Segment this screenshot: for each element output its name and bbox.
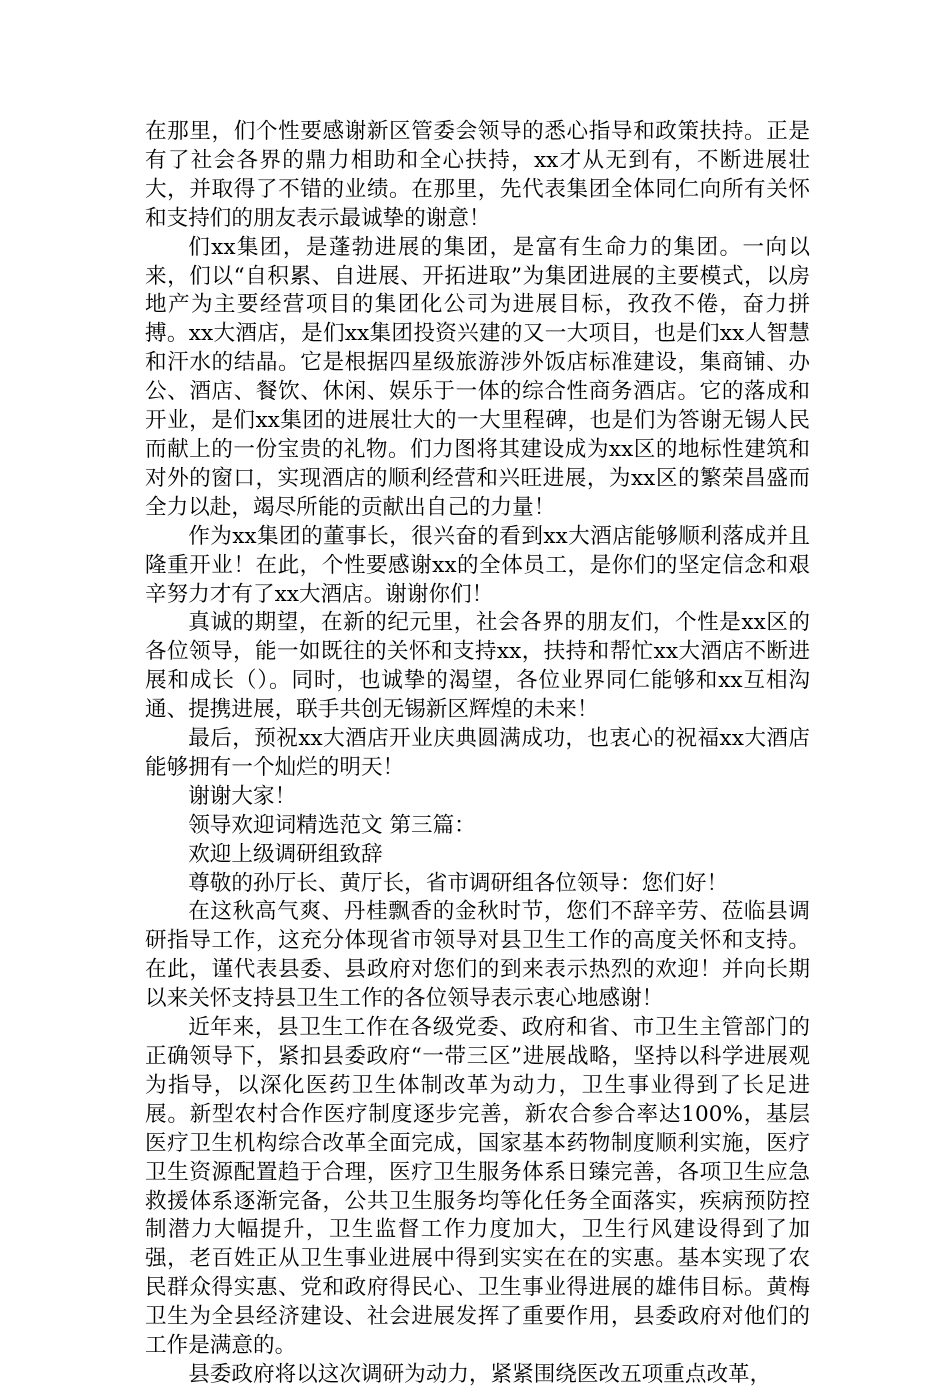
paragraph-thanks-committee: 在那里，们个性要感谢新区管委会领导的悉心指导和政策扶持。正是有了社会各界的鼎力相助和全心扶持，xx才从无到有，不断进展壮大，并取得了不错的业绩。在那里，先代表集团全体同仁向所有关怀和支持们的朋友表示最诚挚的谢意！ [145, 119, 810, 231]
paragraph-chairman: 作为xx集团的董事长，很兴奋的看到xx大酒店能够顺利落成并且隆重开业！在此，个性要感谢xx的全体员工，是你们的坚定信念和艰辛努力才有了xx大酒店。谢谢你们！ [145, 523, 810, 607]
paragraph-thank-all: 谢谢大家！ [188, 783, 297, 809]
paragraph-expectation: 真诚的期望，在新的纪元里，社会各界的朋友们，个性是xx区的各位领导，能一如既往的关怀和支持xx，扶持和帮忙xx大酒店不断进展和成长（）。同时，也诚挚的渴望，各位业界同仁能够和xx互相沟通、提携进展，联手共创无锡新区辉煌的未来！ [145, 610, 810, 723]
paragraph-county-plan: 县委政府将以这次调研为动力，紧紧围绕医改五项重点改革， [188, 1361, 772, 1387]
paragraph-welcome: 在这秋高气爽、丹桂飘香的金秋时节，您们不辞辛劳、莅临县调研指导工作，这充分体现省市领导对县卫生工作的高度关怀和支持。在此，谨代表县委、县政府对您们的到来表示热烈的欢迎！并向长期以来关怀支持县卫生工作的各位领导表示衷心地感谢！ [145, 899, 810, 1012]
section-heading: 领导欢迎词精选范文 第三篇： [188, 812, 476, 838]
speech-title: 欢迎上级调研组致辞 [188, 841, 383, 867]
salutation: 尊敬的孙厅长、黄厅长，省市调研组各位领导：您们好！ [188, 870, 729, 896]
paragraph-closing-wish: 最后，预祝xx大酒店开业庆典圆满成功，也衷心的祝福xx大酒店能够拥有一个灿烂的明天！ [145, 726, 810, 780]
paragraph-group-intro: 们xx集团，是蓬勃进展的集团，是富有生命力的集团。一向以来，们以“自积累、自进展、开拓进取”为集团进展的主要模式，以房地产为主要经营项目的集团化公司为进展目标，孜孜不倦，奋力拼搏。xx大酒店，是们xx集团投资兴建的又一大项目，也是们xx人智慧和汗水的结晶。它是根据四星级旅游涉外饭店标准建设，集商铺、办公、酒店、餐饮、休闲、娱乐于一体的综合性商务酒店。它的落成和开业，是们xx集团的进展壮大的一大里程碑，也是们为答谢无锡人民而献上的一份宝贵的礼物。们力图将其建设成为xx区的地标性建筑和对外的窗口，实现酒店的顺利经营和兴旺进展，为xx区的繁荣昌盛而全力以赴，竭尽所能的贡献出自己的力量！ [145, 234, 810, 520]
document-page [145, 118, 810, 1390]
paragraph-recent-years: 近年来，县卫生工作在各级党委、政府和省、市卫生主管部门的正确领导下，紧扣县委政府“一带三区”进展战略，坚持以科学进展观为指导，以深化医药卫生体制改革为动力，卫生事业得到了长足进展。新型农村合作医疗制度逐步完善，新农合参合率达100%，基层医疗卫生机构综合改革全面完成，国家基本药物制度顺利实施，医疗卫生资源配置趋于合理，医疗卫生服务体系日臻完善，各项卫生应急救援体系逐渐完备，公共卫生服务均等化任务全面落实，疾病预防控制潜力大幅提升，卫生监督工作力度加大，卫生行风建设得到了加强，老百姓正从卫生事业进展中得到实实在在的实惠。基本实现了农民群众得实惠、党和政府得民心、卫生事业得进展的雄伟目标。黄梅卫生为全县经济建设、社会进展发挥了重要作用，县委政府对他们的工作是满意的。 [145, 1015, 810, 1359]
